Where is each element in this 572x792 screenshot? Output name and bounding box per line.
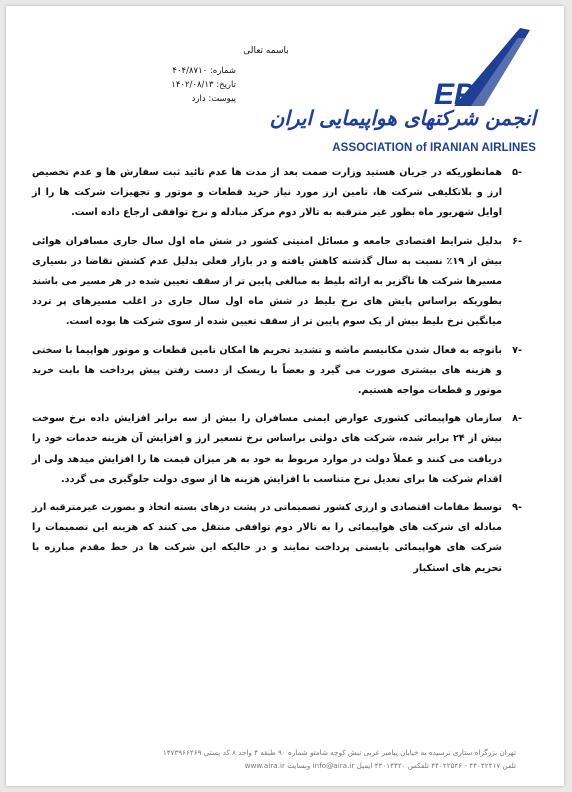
letter-meta bbox=[86, 64, 236, 106]
paragraph-number: -۷ bbox=[512, 344, 522, 356]
footer-contacts: تلفن ۴۴۰۴۲۴۱۷ - ۴۴۰۲۲۵۴۶ تلفکس ۴۴۰۱۴۴۲۰ ایمیل info@aira.ir وبسایت www.aira.ir bbox=[244, 761, 516, 770]
paragraph-text: باتوجه به فعال شدن مکانیسم ماشه و تشدید تحریم ها امکان تامین قطعات و موتور هواپیما با سختی و هزینه های بیشتری صورت می گیرد و بعضاً با ریسک از دست رفتن پیش پرداخت ها بابت خرید موتور و قطعات مواجه هستیم. bbox=[32, 344, 502, 397]
logo-arabic-name: انجمن شرکتهای هواپیمایی ایران bbox=[269, 106, 536, 130]
paragraph-number: -۵ bbox=[512, 167, 522, 178]
footer-address: تهران بزرگراه ستاری نرسیده به خیابان پیامبر غربی نبش کوچه شامتو شماره ۹۰ طبقه ۴ واحد ۸ کد پستی ۱۴۷۳۹۶۶۴۶۹ bbox=[162, 748, 516, 757]
paragraph-6 bbox=[32, 232, 522, 333]
letter-footer bbox=[46, 746, 516, 772]
paragraph-number: -۹ bbox=[512, 502, 522, 514]
paragraph-text: توسط مقامات اقتصادی و ارزی کشور تصمیماتی در پشت درهای بسته اتخاذ و بصورت غیرمترقبه ارز مبادله ای شرکت های هواپیمائی را به تالار دوم توافقی منتقل می کنند که هزینه این تصمیمات را شرکت های هواپیمائی بایستی پرداخت نمایند و در حالیکه این شرکت ها در خط مقدم مبارزه با تحریم های استکبار bbox=[32, 502, 502, 574]
attachment-label: پیوست: bbox=[208, 94, 236, 104]
number-label: شماره: bbox=[209, 66, 236, 76]
letter-body bbox=[32, 163, 522, 587]
paragraph-text: بدلیل شرایط اقتصادی جامعه و مسائل امنیتی کشور در شش ماه اول سال جاری مسافران هوائی بیش از ۱۹٪ نسبت به سال گذشته کاهش یافته و در بازار فعلی بدلیل عدم کشش تقاضا در بسیاری مسیرها شرکت ها ناگزیر به ارائه بلیط به مبالغی پایین تر از سقف تعیین شده در هر مسیر می باشند بطوریکه براساس پایش های نرخ بلیط در شش ماه اول سال جاری در اغلب مسیرهای پر تردد میانگین نرخ بلیط بیش از یک سوم پایین تر از سقف تعیین شده از سوی شرکت ها بوده است. bbox=[32, 235, 502, 328]
paragraph-7 bbox=[32, 341, 522, 402]
bismillah-heading: باسمه تعالی bbox=[243, 46, 289, 56]
date-label: تاریخ: bbox=[216, 80, 236, 90]
letter-number bbox=[86, 64, 236, 78]
paragraph-text: سازمان هواپیمائی کشوری عوارض ایمنی مسافران را بیش از سه برابر افزایش داده نرخ سوخت بیش از ۲۴ برابر شده، شرکت های دولتی براساس نرخ تسعیر ارز و افزایش آن هزینه خدمات خود را دریافت می کنند و عملاً دولت در موارد مربوط به خود به هر میزان قیمت ها را افزایش میدهد ولی از اقدام شرکت ها برای تعدیل نرخ متناسب با افزایش هزینه ها از سوی دولت جلوگیری می گردد. bbox=[32, 413, 502, 485]
paragraph-5 bbox=[32, 163, 522, 224]
date-value: ۱۴۰۲/۰۸/۱۳ bbox=[171, 80, 214, 90]
paragraph-8 bbox=[32, 409, 522, 490]
letter-date bbox=[86, 78, 236, 92]
number-value: ۴۰۴/۸۷۱۰ bbox=[172, 66, 208, 76]
paragraph-number: -۸ bbox=[512, 413, 522, 425]
paragraph-number: -۶ bbox=[512, 235, 522, 247]
letter-attachment bbox=[86, 92, 236, 106]
paragraph-9 bbox=[32, 498, 522, 579]
paragraph-text: همانطوریکه در جریان هستید وزارت صمت بعد از مدت ها عدم تائید ثبت سفارش ها و عدم تخصیص ارز و بلاتکلیفی شرکت ها، تامین ارز مورد نیاز خرید قطعات و موتور و تجهیزات شرکت ها را از اوایل شهریور ماه بطور غیر مترقبه به تالار دوم مرکز مبادله و نرخ توافقی ارجاع داده است. bbox=[32, 167, 502, 219]
letter-page bbox=[6, 6, 564, 786]
logo-mark-text: EP bbox=[434, 78, 475, 111]
association-logo bbox=[269, 20, 544, 170]
attachment-value: دارد bbox=[191, 94, 206, 104]
logo-english-name: ASSOCIATION of IRANIAN AIRLINES bbox=[332, 142, 536, 154]
